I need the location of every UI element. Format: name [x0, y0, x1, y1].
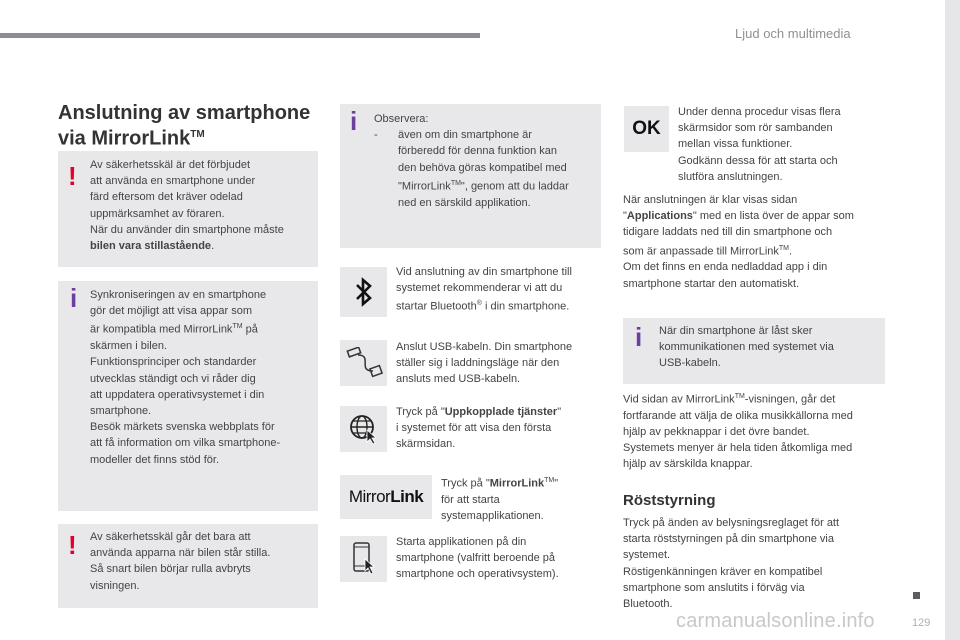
connected-services-icon-box: [340, 406, 387, 452]
connected-services-icon: [347, 412, 381, 446]
page-number: 129: [912, 617, 931, 629]
step-bluetooth-text: Vid anslutning av din smartphone till systemet rekommenderar vi att du startar Bluetooth® i din smartphone.: [396, 266, 572, 314]
info-box-locked: [623, 318, 885, 384]
smartphone-touch-icon-box: [340, 536, 387, 582]
ok-step-text: Under denna procedur visas flera skärmsidor som rör sambanden mellan vissa funktioner. Godkänn dessa för att starta och slutföra anslutningen.: [678, 106, 841, 183]
bluetooth-icon: [353, 276, 375, 308]
info-locked-text: När din smartphone är låst sker kommunikationen med systemet via USB-kabeln.: [659, 325, 834, 370]
warning-box-stationary: [58, 524, 318, 608]
warning-text: Av säkerhetsskäl är det förbjudet att använda en smartphone under färd eftersom det kräver odelad uppmärksamhet av föraren. När du använder din smartphone måste bilen vara stillastående.: [90, 159, 284, 253]
top-progress-bar: [0, 33, 480, 38]
info-icon: i: [70, 283, 78, 313]
list-dash: -: [374, 129, 378, 142]
usb-cable-icon: [345, 347, 383, 379]
mirrorlink-logo: MirrorLink: [348, 487, 424, 506]
info-text: Synkroniseringen av en smartphone gör det möjligt att visa appar som är kompatibla med MirrorLink™ på skärmen i bilen. Funktionsprinciper och standarder utvecklas ständigt och vi råder dig att uppdatera operativsystemet i din smartphone. Besök märkets svenska webbplats för att få information om vilka smartphone- modeller det finns stöd för.: [90, 289, 281, 466]
watermark: carmanualsonline.info: [676, 610, 875, 632]
observe-text: Observera: - även om din smartphone är förberedd för denna funktion kan den behöva göras kompatibel med "MirrorLink™", genom att du laddar ned en särskild applikation.: [374, 113, 569, 209]
step-start-app-text: Starta applikationen på din smartphone (valfritt beroende på smartphone och operativsystem).: [396, 536, 559, 581]
title-tm: TM: [190, 129, 205, 140]
warning-icon: !: [68, 530, 77, 560]
smartphone-touch-icon: [349, 541, 379, 577]
after-connection-text: När anslutningen är klar visas sidan "Applications" med en lista över de appar som tidigare laddats ned till din smartphone och som är anpassade till MirrorLink™. Om det finns en enda nedladdad app i din smartphone startar den automatiskt.: [623, 194, 854, 290]
voice-control-text: Tryck på änden av belysningsreglaget för att starta röststyrningen på din smartphone via systemet. Röstigenkänningen kräver en kompatibel smartphone som anslutits i förväg via Bluetooth.: [623, 517, 840, 611]
info-box-sync: [58, 281, 318, 511]
page-marker: [913, 592, 920, 599]
info-icon: i: [350, 106, 358, 136]
usb-cable-icon-box: [340, 340, 387, 386]
page-edge-strip: [945, 0, 960, 640]
bluetooth-icon-box: [340, 267, 387, 317]
side-view-text: Vid sidan av MirrorLink™-visningen, går det fortfarande att välja de olika musikkällorna med hjälp av pekknappar i det övre bandet. Systemets menyer är hela tiden åtkomliga med hjälp av särskilda knappar.: [623, 393, 853, 471]
title-line1: Anslutning av smartphone: [58, 102, 311, 124]
info-box-observe: [340, 104, 601, 248]
page-title: [58, 102, 310, 150]
voice-control-heading: Röststyrning: [623, 492, 716, 509]
warning-box-driving: [58, 151, 318, 267]
section-title: Ljud och multimedia: [735, 26, 851, 41]
step-usb-text: Anslut USB-kabeln. Din smartphone ställer sig i laddningsläge när den ansluts med USB-kabeln.: [396, 341, 573, 386]
step-mirrorlink-text: Tryck på "MirrorLink™" för att starta systemapplikationen.: [441, 477, 559, 523]
warning-text: Av säkerhetsskäl går det bara att använda apparna när bilen står stilla. Så snart bilen börjar rulla avbryts visningen.: [90, 531, 271, 592]
title-line2: via MirrorLink: [58, 127, 191, 150]
info-icon: i: [635, 322, 643, 352]
warning-icon: !: [68, 161, 77, 191]
step-connected-services-text: Tryck på "Uppkopplade tjänster" i systemet för att visa den första skärmsidan.: [396, 406, 562, 451]
ok-badge: OK: [624, 106, 669, 152]
mirrorlink-logo-box: [340, 475, 432, 519]
